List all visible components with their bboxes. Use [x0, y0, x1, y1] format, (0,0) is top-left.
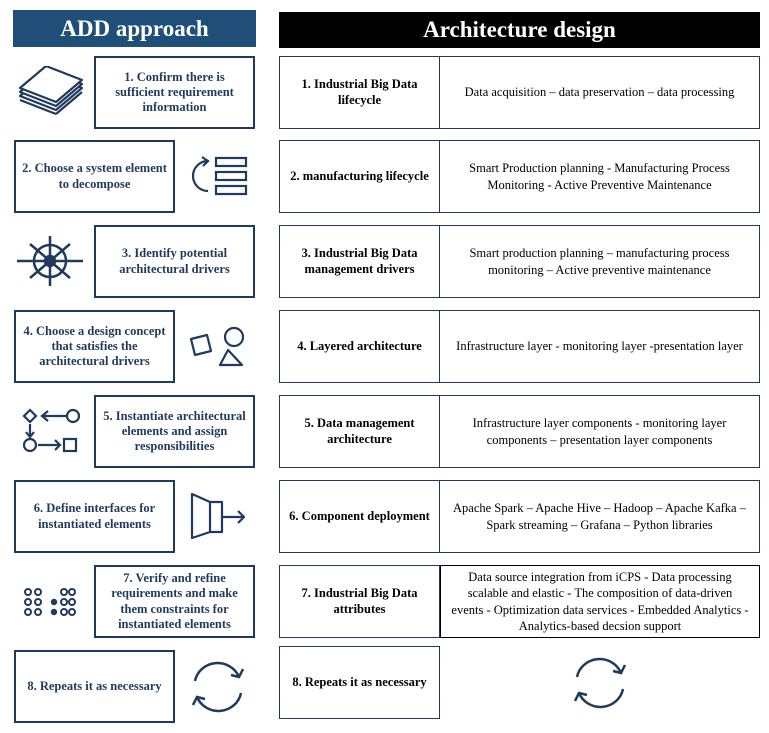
cycle-arrows-icon	[185, 659, 251, 715]
add-step-4: 4. Choose a design concept that satisfies the architectural drivers	[14, 310, 175, 383]
stacked-papers-icon	[16, 66, 86, 116]
arch-name: 4. Layered architecture	[279, 310, 440, 383]
arch-row-2	[279, 140, 760, 213]
add-step-5: 5. Instantiate architectural elements and assign responsibilities	[94, 395, 255, 468]
arch-row-8	[279, 646, 760, 719]
arch-name: 5. Data management architecture	[279, 395, 440, 468]
add-step-2: 2. Choose a system element to decompose	[14, 140, 175, 213]
arch-name: 8. Repeats it as necessary	[279, 646, 440, 719]
arch-desc: Data acquisition – data preservation – data processing	[440, 56, 760, 129]
ship-wheel-icon	[15, 234, 85, 288]
arch-name: 6. Component deployment	[279, 480, 440, 553]
arch-desc: Smart Production planning - Manufacturing Process Monitoring - Active Preventive Maintenance	[440, 140, 760, 213]
arch-row-4	[279, 310, 760, 383]
arch-desc: Apache Spark – Apache Hive – Hadoop – Apache Kafka – Spark streaming – Grafana – Python libraries	[440, 480, 760, 553]
arch-cycle-arrows-icon	[565, 655, 635, 711]
interface-icon	[188, 492, 248, 540]
arch-row-1	[279, 56, 760, 129]
arch-row-3	[279, 225, 760, 298]
decompose-icon	[190, 155, 250, 197]
flow-elements-icon	[22, 408, 82, 454]
arch-desc: Infrastructure layer components - monitoring layer components – presentation layer components	[440, 395, 760, 468]
arch-name: 3. Industrial Big Data management drivers	[279, 225, 440, 298]
arch-desc: Smart production planning – manufacturing process monitoring – Active preventive maintenance	[440, 225, 760, 298]
arch-desc: Data source integration from iCPS - Data processing scalable and elastic - The composition of data-driven events - Optimization data services - Embedded Analytics - Analytics-based decsion support	[440, 565, 760, 638]
add-step-3: 3. Identify potential architectural drivers	[94, 225, 255, 298]
arch-row-6	[279, 480, 760, 553]
add-approach-header: ADD approach	[13, 10, 256, 47]
architecture-design-header: Architecture design	[279, 12, 760, 48]
add-step-8: 8. Repeats it as necessary	[14, 650, 175, 723]
arch-name: 7. Industrial Big Data attributes	[279, 565, 440, 638]
arch-name: 1. Industrial Big Data lifecycle	[279, 56, 440, 129]
arch-row-5	[279, 395, 760, 468]
shapes-icon	[188, 325, 248, 370]
arch-desc: Infrastructure layer - monitoring layer -presentation layer	[440, 310, 760, 383]
arch-name: 2. manufacturing lifecycle	[279, 140, 440, 213]
add-step-6: 6. Define interfaces for instantiated elements	[14, 480, 175, 553]
arch-row-7	[279, 565, 760, 638]
add-step-7: 7. Verify and refine requirements and make them constraints for instantiated elements	[94, 565, 255, 638]
add-step-1: 1. Confirm there is sufficient requirement information	[94, 56, 255, 129]
dots-grid-icon	[22, 586, 78, 618]
arch-desc	[440, 646, 760, 719]
